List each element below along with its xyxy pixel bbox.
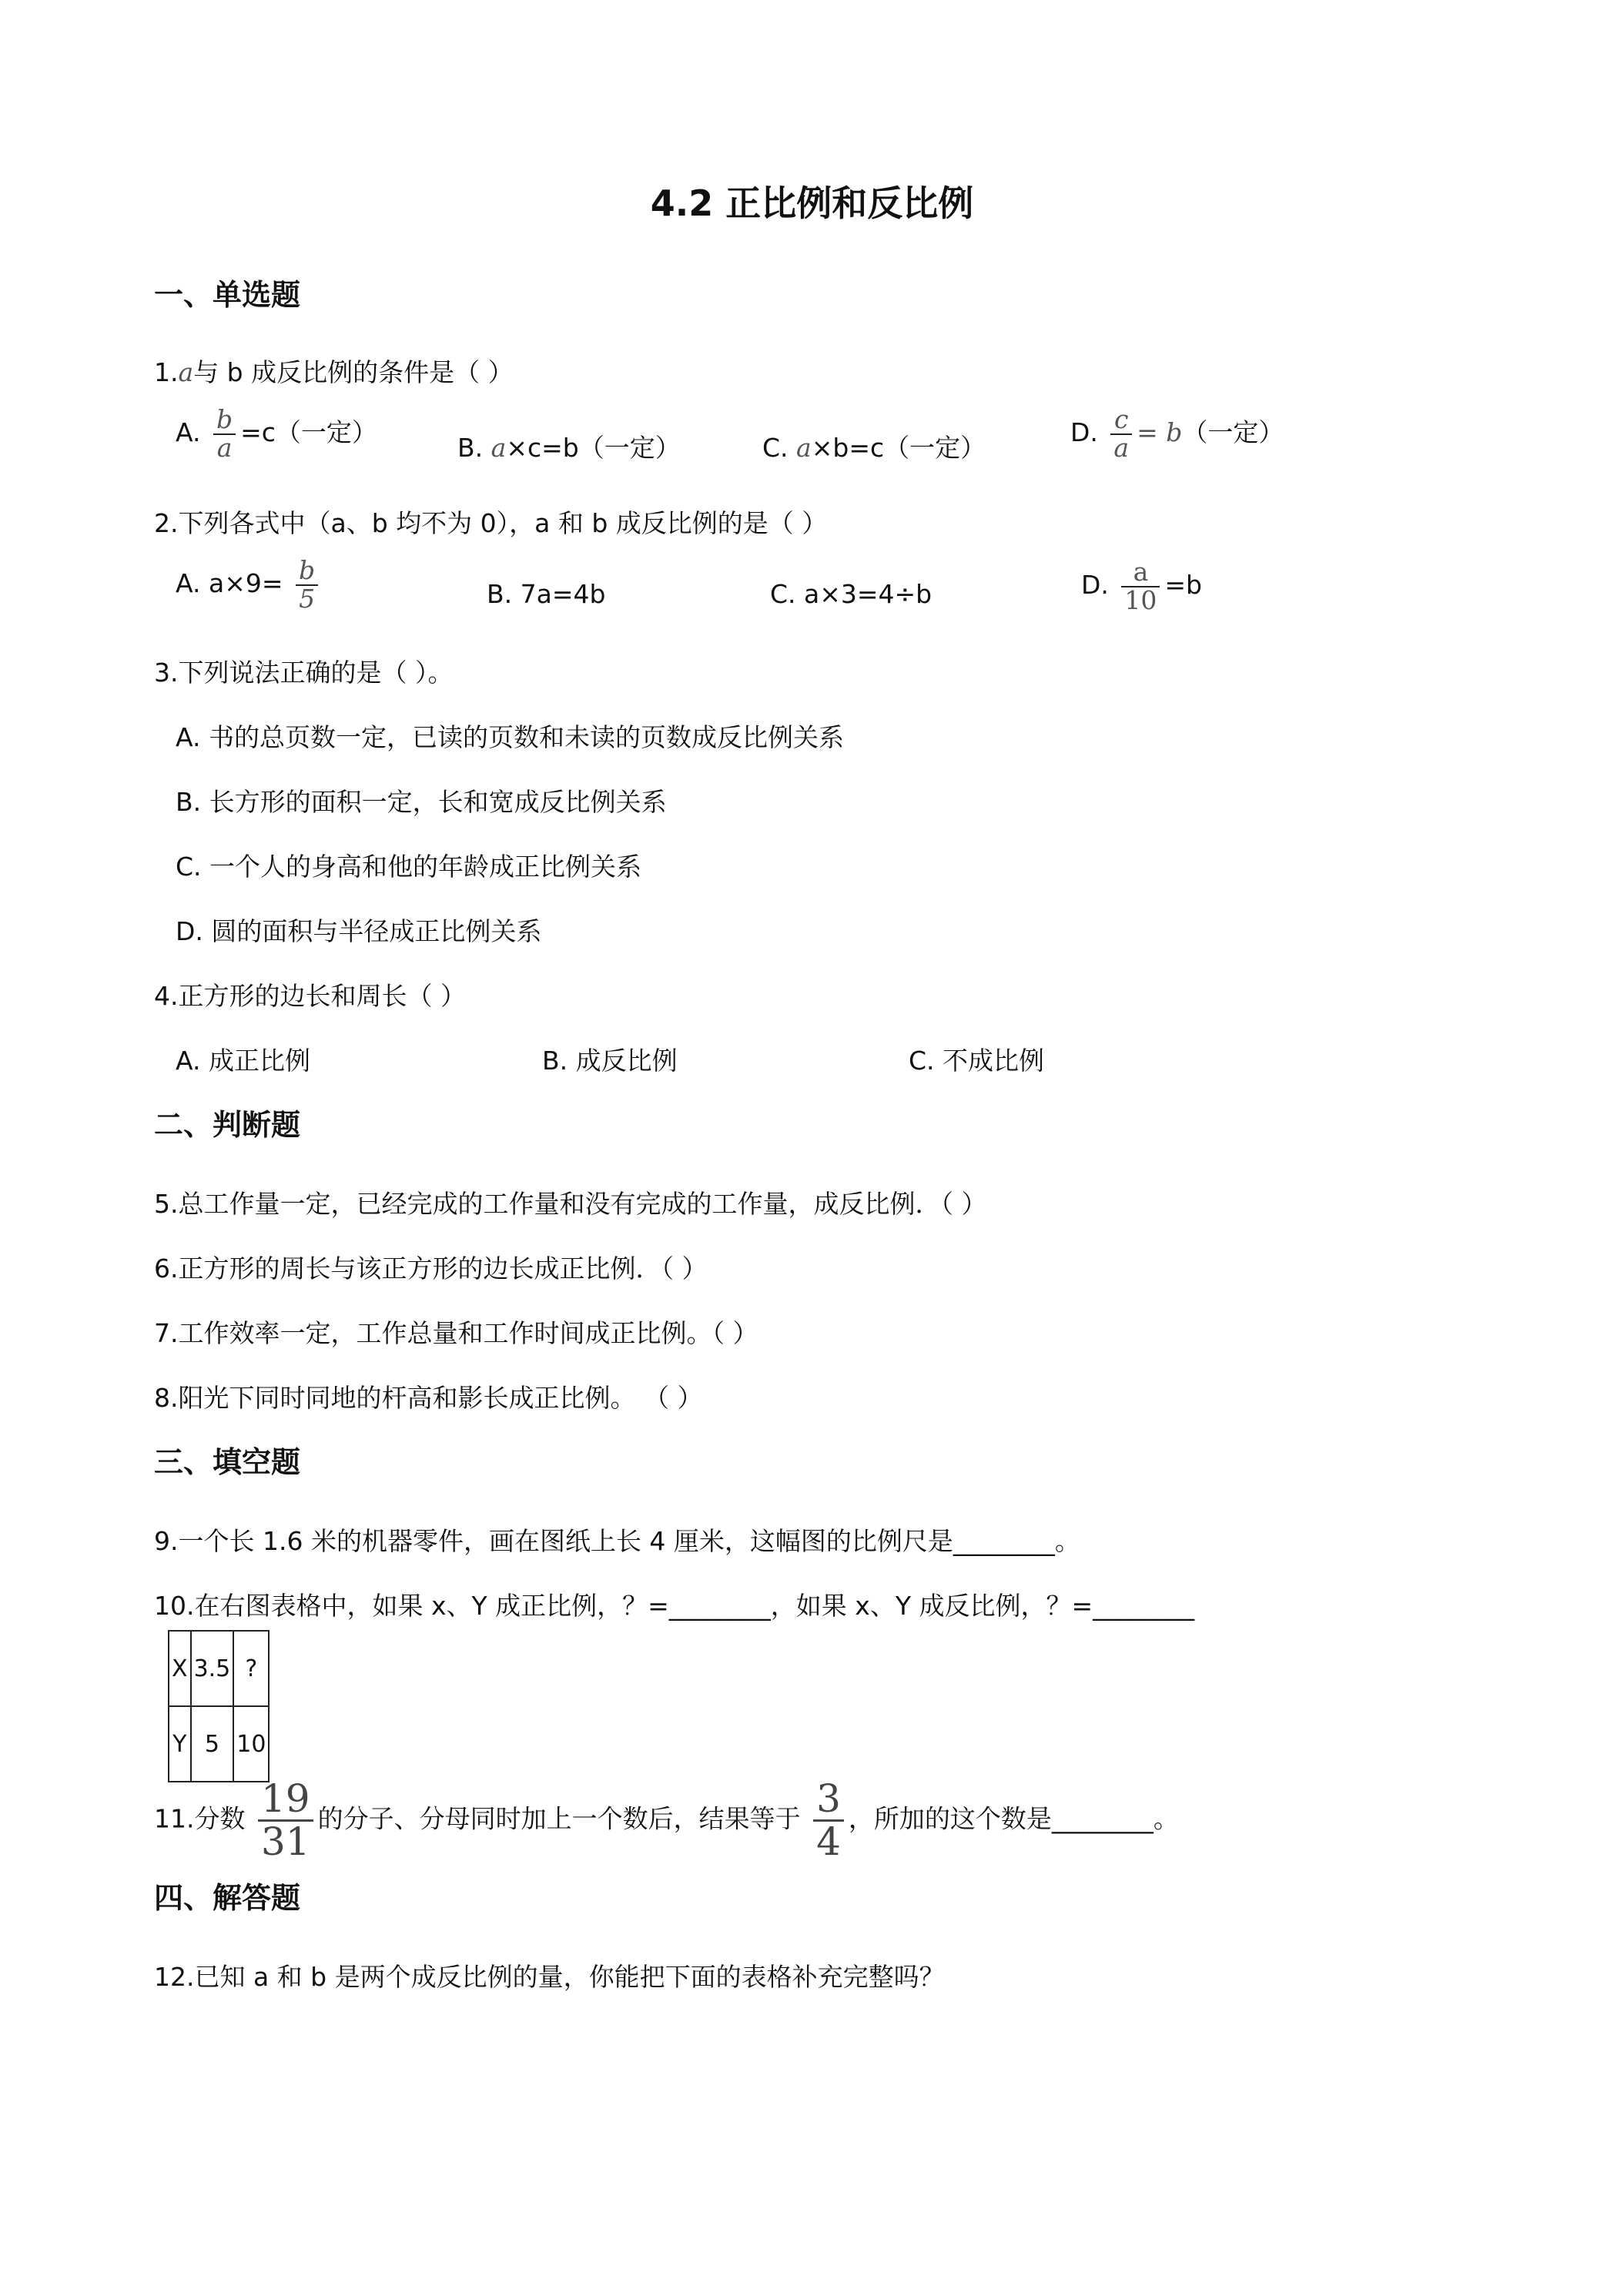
numerator: 19 [258, 1779, 313, 1822]
fraction-b-over-a [213, 404, 236, 463]
option-tail: =c（一定） [240, 417, 377, 448]
fraction-b-over-5 [296, 557, 318, 612]
option-label: C. [762, 433, 789, 463]
variable-a: a [491, 433, 507, 463]
numerator: 3 [813, 1779, 844, 1822]
question-text: 11.分数 [154, 1803, 246, 1834]
xy-table [168, 1630, 270, 1782]
fraction-a-over-10 [1121, 559, 1160, 614]
table-cell: X [169, 1631, 191, 1706]
table-row [169, 1706, 269, 1782]
question-2-option-b: B. 7a=4b [487, 579, 606, 609]
table-cell: 5 [191, 1706, 234, 1782]
question-text: 的分子、分母同时加上一个数后，结果等于 [317, 1803, 801, 1834]
numerator: c [1110, 407, 1132, 435]
question-3-option-d: D. 圆的面积与半径成正比例关系 [176, 916, 542, 946]
question-1-option-a [176, 404, 377, 463]
option-tail: ×b=c（一定） [811, 433, 986, 463]
variable-a: a [796, 433, 812, 463]
page-title: 4.2 正比例和反比例 [650, 182, 974, 224]
option-tail: ×c=b（一定） [506, 433, 681, 463]
question-number: 1. [154, 357, 179, 387]
section-heading-true-false: 二、判断题 [154, 1108, 301, 1142]
question-1-option-d [1070, 404, 1284, 463]
question-8: 8.阳光下同时同地的杆高和影长成正比例。 （ ） [154, 1383, 703, 1413]
question-4-option-c: C. 不成比例 [909, 1046, 1045, 1076]
numerator: a [1121, 559, 1160, 587]
denominator: 10 [1124, 584, 1157, 615]
denominator: 5 [299, 583, 316, 614]
option-label: D. [1081, 570, 1109, 601]
option-label: A. a×9= [176, 568, 283, 599]
question-5: 5.总工作量一定，已经完成的工作量和没有完成的工作量，成反比例．（ ） [154, 1189, 987, 1219]
section-heading-single-choice: 一、单选题 [154, 278, 301, 312]
numerator: b [213, 407, 236, 435]
option-label: B. [457, 433, 484, 463]
question-9: 9.一个长 1.6 米的机器零件，画在图纸上长 4 厘米，这幅图的比例尺是________。 [154, 1526, 1080, 1556]
question-1-stem [154, 353, 514, 389]
question-4-stem: 4.正方形的边长和周长（ ） [154, 981, 466, 1011]
table-cell: ? [233, 1631, 269, 1706]
question-4-option-a: A. 成正比例 [176, 1046, 310, 1076]
question-3-option-c: C. 一个人的身高和他的年龄成正比例关系 [176, 852, 642, 882]
question-7: 7.工作效率一定，工作总量和工作时间成正比例。（ ） [154, 1318, 758, 1348]
fraction-19-over-31 [258, 1776, 313, 1864]
question-2-option-a [176, 557, 323, 612]
equation-part: = b [1137, 417, 1183, 448]
question-3-stem: 3.下列说法正确的是（ ）。 [154, 658, 454, 688]
option-label: D. [1070, 417, 1098, 448]
question-12: 12.已知 a 和 b 是两个成反比例的量，你能把下面的表格补充完整吗？ [154, 1962, 945, 1992]
question-2-option-c: C. a×3=4÷b [770, 579, 933, 609]
question-text: ，所加的这个数是________。 [848, 1803, 1179, 1834]
question-3-option-b: B. 长方形的面积一定，长和宽成反比例关系 [176, 787, 667, 817]
question-1-option-c [762, 428, 986, 464]
numerator: b [296, 557, 318, 586]
variable-a: a [178, 357, 194, 387]
denominator: a [1113, 432, 1130, 463]
question-1-option-b [457, 428, 681, 464]
denominator: 31 [260, 1819, 310, 1864]
option-tail: （一定） [1182, 417, 1284, 448]
fraction-c-over-a [1110, 404, 1132, 463]
table-cell: 10 [233, 1706, 269, 1782]
question-3-option-a: A. 书的总页数一定，已读的页数和未读的页数成反比例关系 [176, 722, 844, 752]
question-10-stem: 10.在右图表格中，如果 x、Y 成正比例，？=________，如果 x、Y 成反比例，？=________ [154, 1591, 1195, 1621]
question-4-option-b: B. 成反比例 [542, 1046, 678, 1076]
fraction-3-over-4 [813, 1776, 844, 1864]
question-2-stem: 2.下列各式中（a、b 均不为 0），a 和 b 成反比例的是（ ） [154, 508, 828, 538]
table-row [169, 1631, 269, 1706]
option-label: A. [176, 417, 201, 448]
denominator: 4 [816, 1819, 841, 1864]
section-heading-solution: 四、解答题 [154, 1881, 301, 1915]
question-6: 6.正方形的周长与该正方形的边长成正比例．（ ） [154, 1253, 708, 1284]
section-heading-fill-blank: 三、填空题 [154, 1445, 301, 1479]
question-2-option-d [1081, 559, 1202, 614]
option-tail: =b [1164, 570, 1203, 601]
question-text: 与 b 成反比例的条件是（ ） [193, 357, 514, 387]
denominator: a [216, 432, 233, 463]
table-cell: Y [169, 1706, 191, 1782]
question-11 [154, 1776, 1179, 1864]
table-cell: 3.5 [191, 1631, 234, 1706]
